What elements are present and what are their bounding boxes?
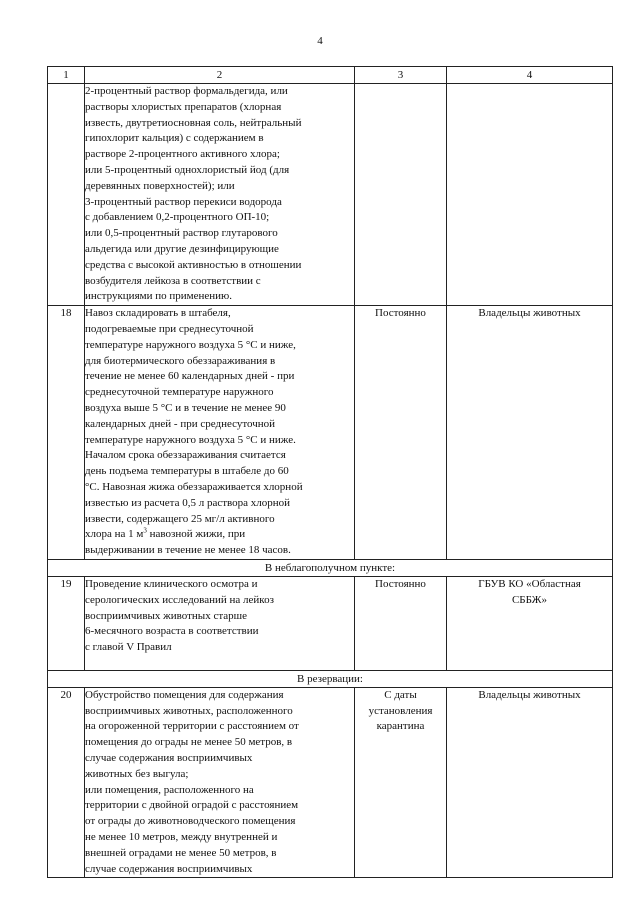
header-cell-1: 1 (48, 67, 85, 84)
header-cell-3: 3 (355, 67, 447, 84)
table-row-18 (48, 306, 613, 560)
measure-text-part: навозной жижи, при (146, 528, 246, 541)
measure-text: Обустройство помещения для содержания восприимчивых животных, расположенного на огороженной территории с расстоянием от помещения до ограды не менее 50 метров, в случае содержания восприимчивых животных без выгула; или помещения, расположенного на территории с двойной оградой с расстоянием от ограды до животноводческого помещения не менее 10 метров, между внутренней и внешней оградами не менее 50 метров, в случае содержания восприимчивых (85, 687, 355, 878)
row-number-cell (48, 84, 85, 306)
responsible-cell: Владельцы животных (447, 306, 613, 560)
period-cell: С даты установления карантина (355, 687, 447, 878)
section-title: В резервации: (48, 670, 613, 687)
responsible-cell: ГБУВ КО «Областная СББЖ» (447, 576, 613, 670)
period-cell: Постоянно (355, 576, 447, 670)
row-number: 20 (48, 687, 85, 878)
header-cell-2: 2 (85, 67, 355, 84)
table-row-continuation (48, 84, 613, 306)
measure-text-part: хлора на 1 м (85, 528, 144, 541)
section-row-unfavorable (48, 559, 613, 576)
period-cell (355, 84, 447, 306)
row-number: 19 (48, 576, 85, 670)
table-row-19 (48, 576, 613, 670)
superscript-exponent: 3 (143, 526, 147, 535)
measure-text: Проведение клинического осмотра и серологических исследований на лейкоз восприимчивых животных старше 6-месячного возраста в соответствии с главой V Правил (85, 576, 355, 670)
measure-text: Навоз складировать в штабеля, подогреваемые при среднесуточной температуре наружного воздуха 5 °С и ниже, для биотермического обеззараживания в течение не менее 60 календарных дней - при среднесуточной температуре наружного воздуха выше 5 °С и в течение не менее 90 календарных дней - при среднесуточной температуре наружного воздуха 5 °С и ниже. Началом срока обеззараживания считается день подъема температуры в штабеле до 60 °С. Навозная жижа обеззараживается хлорной известью из расчета 0,5 л раствора хлорной извести, содержащего 25 мг/л активного хлора на 1 $м^3$ навозной жижи, при выдерживании в течение не менее 18 часов. (85, 306, 355, 560)
section-title: В неблагополучном пункте: (48, 559, 613, 576)
responsible-cell: Владельцы животных (447, 687, 613, 878)
row-number: 18 (48, 306, 85, 560)
table-row-20 (48, 687, 613, 878)
header-cell-4: 4 (447, 67, 613, 84)
measure-text: 2-процентный раствор формальдегида, или растворы хлористых препаратов (хлорная известь, двутретиосновная соль, нейтральный гипохлорит кальция) с содержанием в растворе 2-процентного активного хлора; или 5-процентный однохлористый йод (для деревянных поверхностей); или 3-процентный раствор перекиси водорода с добавлением 0,2-процентного ОП-10; или 0,5-процентный раствор глутарового альдегида или другие дезинфицирующие средства с высокой активностью в отношении возбудителя лейкоза в соответствии с инструкциями по применению. (85, 84, 355, 306)
period-cell: Постоянно (355, 306, 447, 560)
measures-table (47, 66, 613, 878)
responsible-cell (447, 84, 613, 306)
section-row-reservation (48, 670, 613, 687)
page-number: 4 (317, 35, 323, 47)
table-header-row (48, 67, 613, 84)
